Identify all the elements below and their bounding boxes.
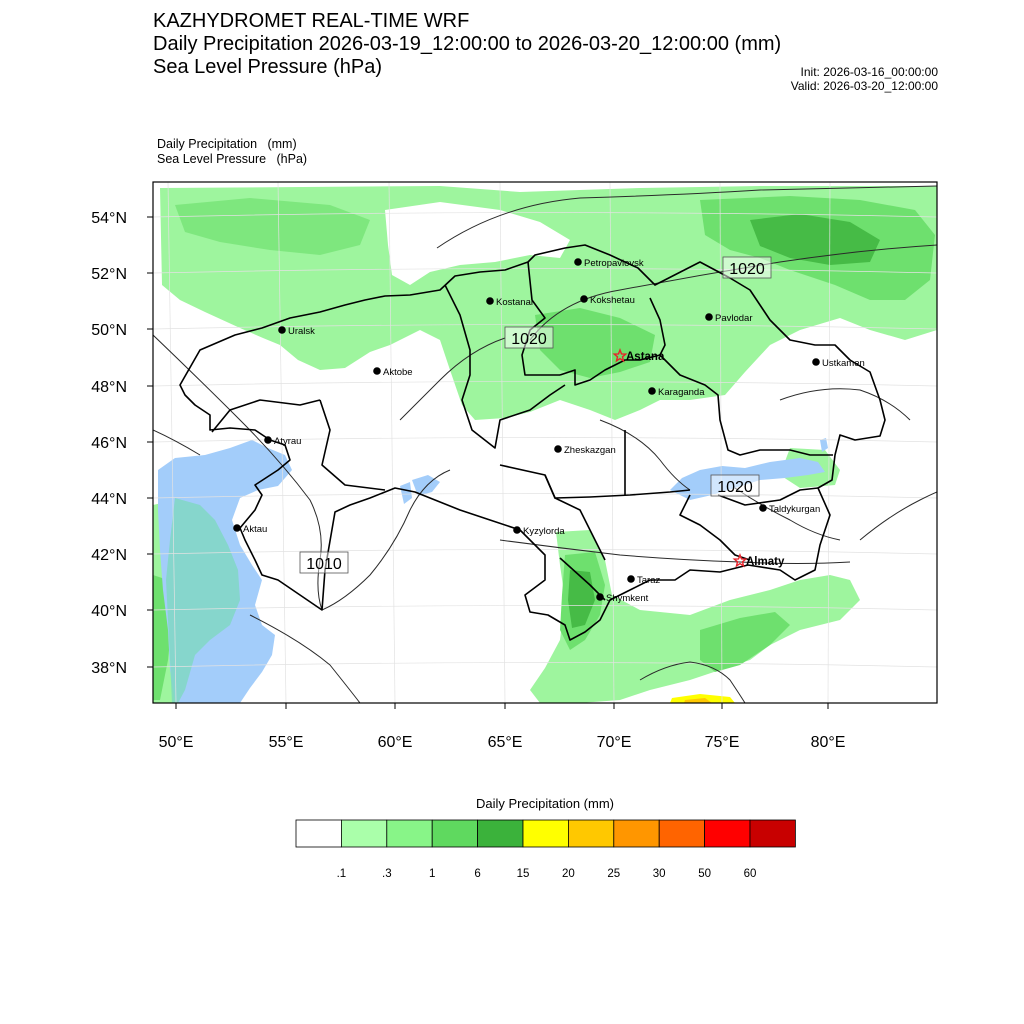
city-label: Uralsk [288,326,315,337]
colorbar-box [659,820,704,847]
lon-label: 80°E [810,734,846,751]
city-dot [759,504,767,512]
lat-label: 46°N [91,435,127,452]
lat-label: 50°N [91,322,127,339]
city-label: Taldykurgan [769,504,821,515]
city-label: Karaganda [658,387,705,398]
city-label: Astana [626,351,665,363]
city-dot [278,326,286,334]
colorbar-box [523,820,568,847]
lat-label: 42°N [91,547,127,564]
city-dot [812,358,820,366]
city-dot [264,436,272,444]
city-label: Almaty [746,556,785,568]
colorbar-label: 30 [652,868,666,880]
colorbar-title: Daily Precipitation (mm) [476,796,614,811]
colorbar-box [705,820,750,847]
city-dot [580,295,588,303]
field-label-precip: Daily Precipitation (mm) [157,137,297,151]
colorbar-box [478,820,523,847]
isobar-label: 1020 [511,331,547,348]
city-label: Ustkamen [822,358,865,369]
colorbar-label: 25 [607,868,621,880]
isobar-label: 1010 [306,556,342,573]
colorbar-label: .3 [382,868,392,880]
city-label: Aktau [243,524,268,535]
colorbar-box [432,820,477,847]
lat-label: 48°N [91,379,127,396]
colorbar-label: .1 [336,868,347,880]
city-dot [486,297,494,305]
colorbar-box [296,820,341,847]
city-dot [627,575,635,583]
lat-label: 54°N [91,210,127,227]
city-dot [513,526,521,534]
city-label: Shymkent [606,593,649,604]
colorbar [296,820,795,847]
lat-label: 38°N [91,660,127,677]
city-dot [596,593,604,601]
city-label: Kostanai [496,297,533,308]
lat-label: 52°N [91,266,127,283]
city-dot [554,445,562,453]
colorbar-box [341,820,386,847]
city-dot [705,313,713,321]
colorbar-label: 20 [561,868,575,880]
isobar-label: 1020 [717,479,753,496]
colorbar-box [568,820,613,847]
city-dot [574,258,582,266]
map-title: KAZHYDROMET REAL-TIME WRF [153,10,470,32]
city-label: Kokshetau [590,295,635,306]
colorbar-label: 6 [474,868,481,880]
latitude-axis [91,210,153,677]
isobar-label: 1020 [729,261,765,278]
lon-label: 75°E [704,734,740,751]
colorbar-box [387,820,432,847]
colorbar-label: 60 [743,868,757,880]
city-label: Taraz [637,575,661,586]
lat-label: 44°N [91,491,127,508]
field-label-slp: Sea Level Pressure (hPa) [157,152,308,166]
lon-label: 55°E [268,734,304,751]
city-dot [233,524,241,532]
city-dot [373,367,381,375]
lon-label: 65°E [487,734,523,751]
colorbar-label: 1 [428,868,436,880]
city-dot [648,387,656,395]
city-label: Pavlodar [715,313,753,324]
slp-title: Sea Level Pressure (hPa) [153,56,383,78]
city-label: Aktobe [383,367,413,378]
city-label: Petropavlovsk [584,258,644,269]
lon-label: 60°E [377,734,413,751]
colorbar-label: 50 [698,868,711,880]
lon-label: 70°E [596,734,632,751]
lat-label: 40°N [91,603,127,620]
init-time: Init: 2026-03-16_00:00:00 [800,65,938,79]
city-label: Atyrau [274,436,302,447]
colorbar-box [614,820,659,847]
lon-label: 50°E [158,734,194,751]
colorbar-label: 15 [516,868,530,880]
city-label: Zheskazgan [564,445,616,456]
longitude-axis [159,703,846,751]
valid-time: Valid: 2026-03-20_12:00:00 [790,79,938,93]
colorbar-box [750,820,795,847]
city-label: Kyzylorda [523,526,565,537]
precip-period-title: Daily Precipitation 2026-03-19_12:00:00 to 2026-03-20_12:00:00 (mm) [153,33,782,55]
